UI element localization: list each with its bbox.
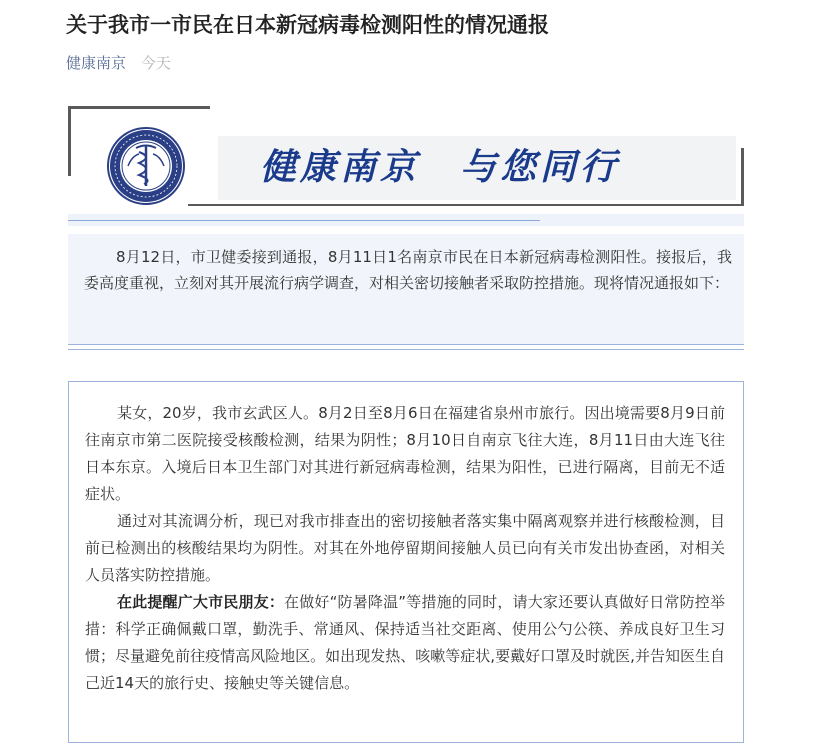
investigation-paragraph: 通过对其流调分析，现已对我市排查出的密切接触者落实集中隔离观察并进行核酸检测，目前已检测出的核酸结果均为阴性。对其在外地停留期间接触人员已向有关市发出协查函，对相关人员落实防控措施。 <box>85 512 725 584</box>
case-paragraph: 某女，20岁，我市玄武区人。8月2日至8月6日在福建省泉州市旅行。因出境需要8月9日前往南京市第二医院接受核酸检测，结果为阴性；8月10日自南京飞往大连，8月11日由大连飞往日本东京。入境后日本卫生部门对其进行新冠病毒检测，结果为阳性，已进行隔离，目前无不适症状。 <box>85 404 725 503</box>
banner-blue-rule <box>68 220 540 221</box>
reminder-lead: 在此提醒广大市民朋友： <box>117 593 285 611</box>
health-commission-emblem-icon <box>106 126 186 206</box>
banner-frame-top <box>68 106 210 109</box>
reminder-body: 在做好“防暑降温”等措施的同时，请大家还要认真做好日常防控举措：科学正确佩戴口罩，勤洗手、常通风、保持适当社交距离、使用公勺公筷、养成良好卫生习惯；尽量避免前往疫情高风险地区。如出现发热、咳嗽等症状,要戴好口罩及时就医,并告知医生自己近14天的旅行史、接触史等关键信息。 <box>85 593 725 692</box>
publish-date: 今天 <box>140 54 171 72</box>
intro-paragraph: 8月12日，市卫健委接到通报，8月11日1名南京市民在日本新冠病毒检测阳性。接报后，我委高度重视，立刻对其开展流行病学调查，对相关密切接触者采取防控措施。现将情况通报如下： <box>84 248 732 292</box>
banner-frame-right <box>741 148 744 206</box>
banner-frame-left <box>68 106 71 176</box>
article-title: 关于我市一市民在日本新冠病毒检测阳性的情况通报 <box>66 13 549 37</box>
author-link[interactable]: 健康南京 <box>66 54 127 72</box>
banner-slogan: 健康南京 与您同行 <box>260 147 621 188</box>
details-box <box>68 381 744 743</box>
intro-divider <box>68 349 744 350</box>
banner-frame-bottom <box>188 204 744 206</box>
reminder-paragraph <box>85 589 725 697</box>
article-meta <box>66 52 171 74</box>
intro-box <box>68 234 744 345</box>
header-banner-image <box>68 96 744 226</box>
